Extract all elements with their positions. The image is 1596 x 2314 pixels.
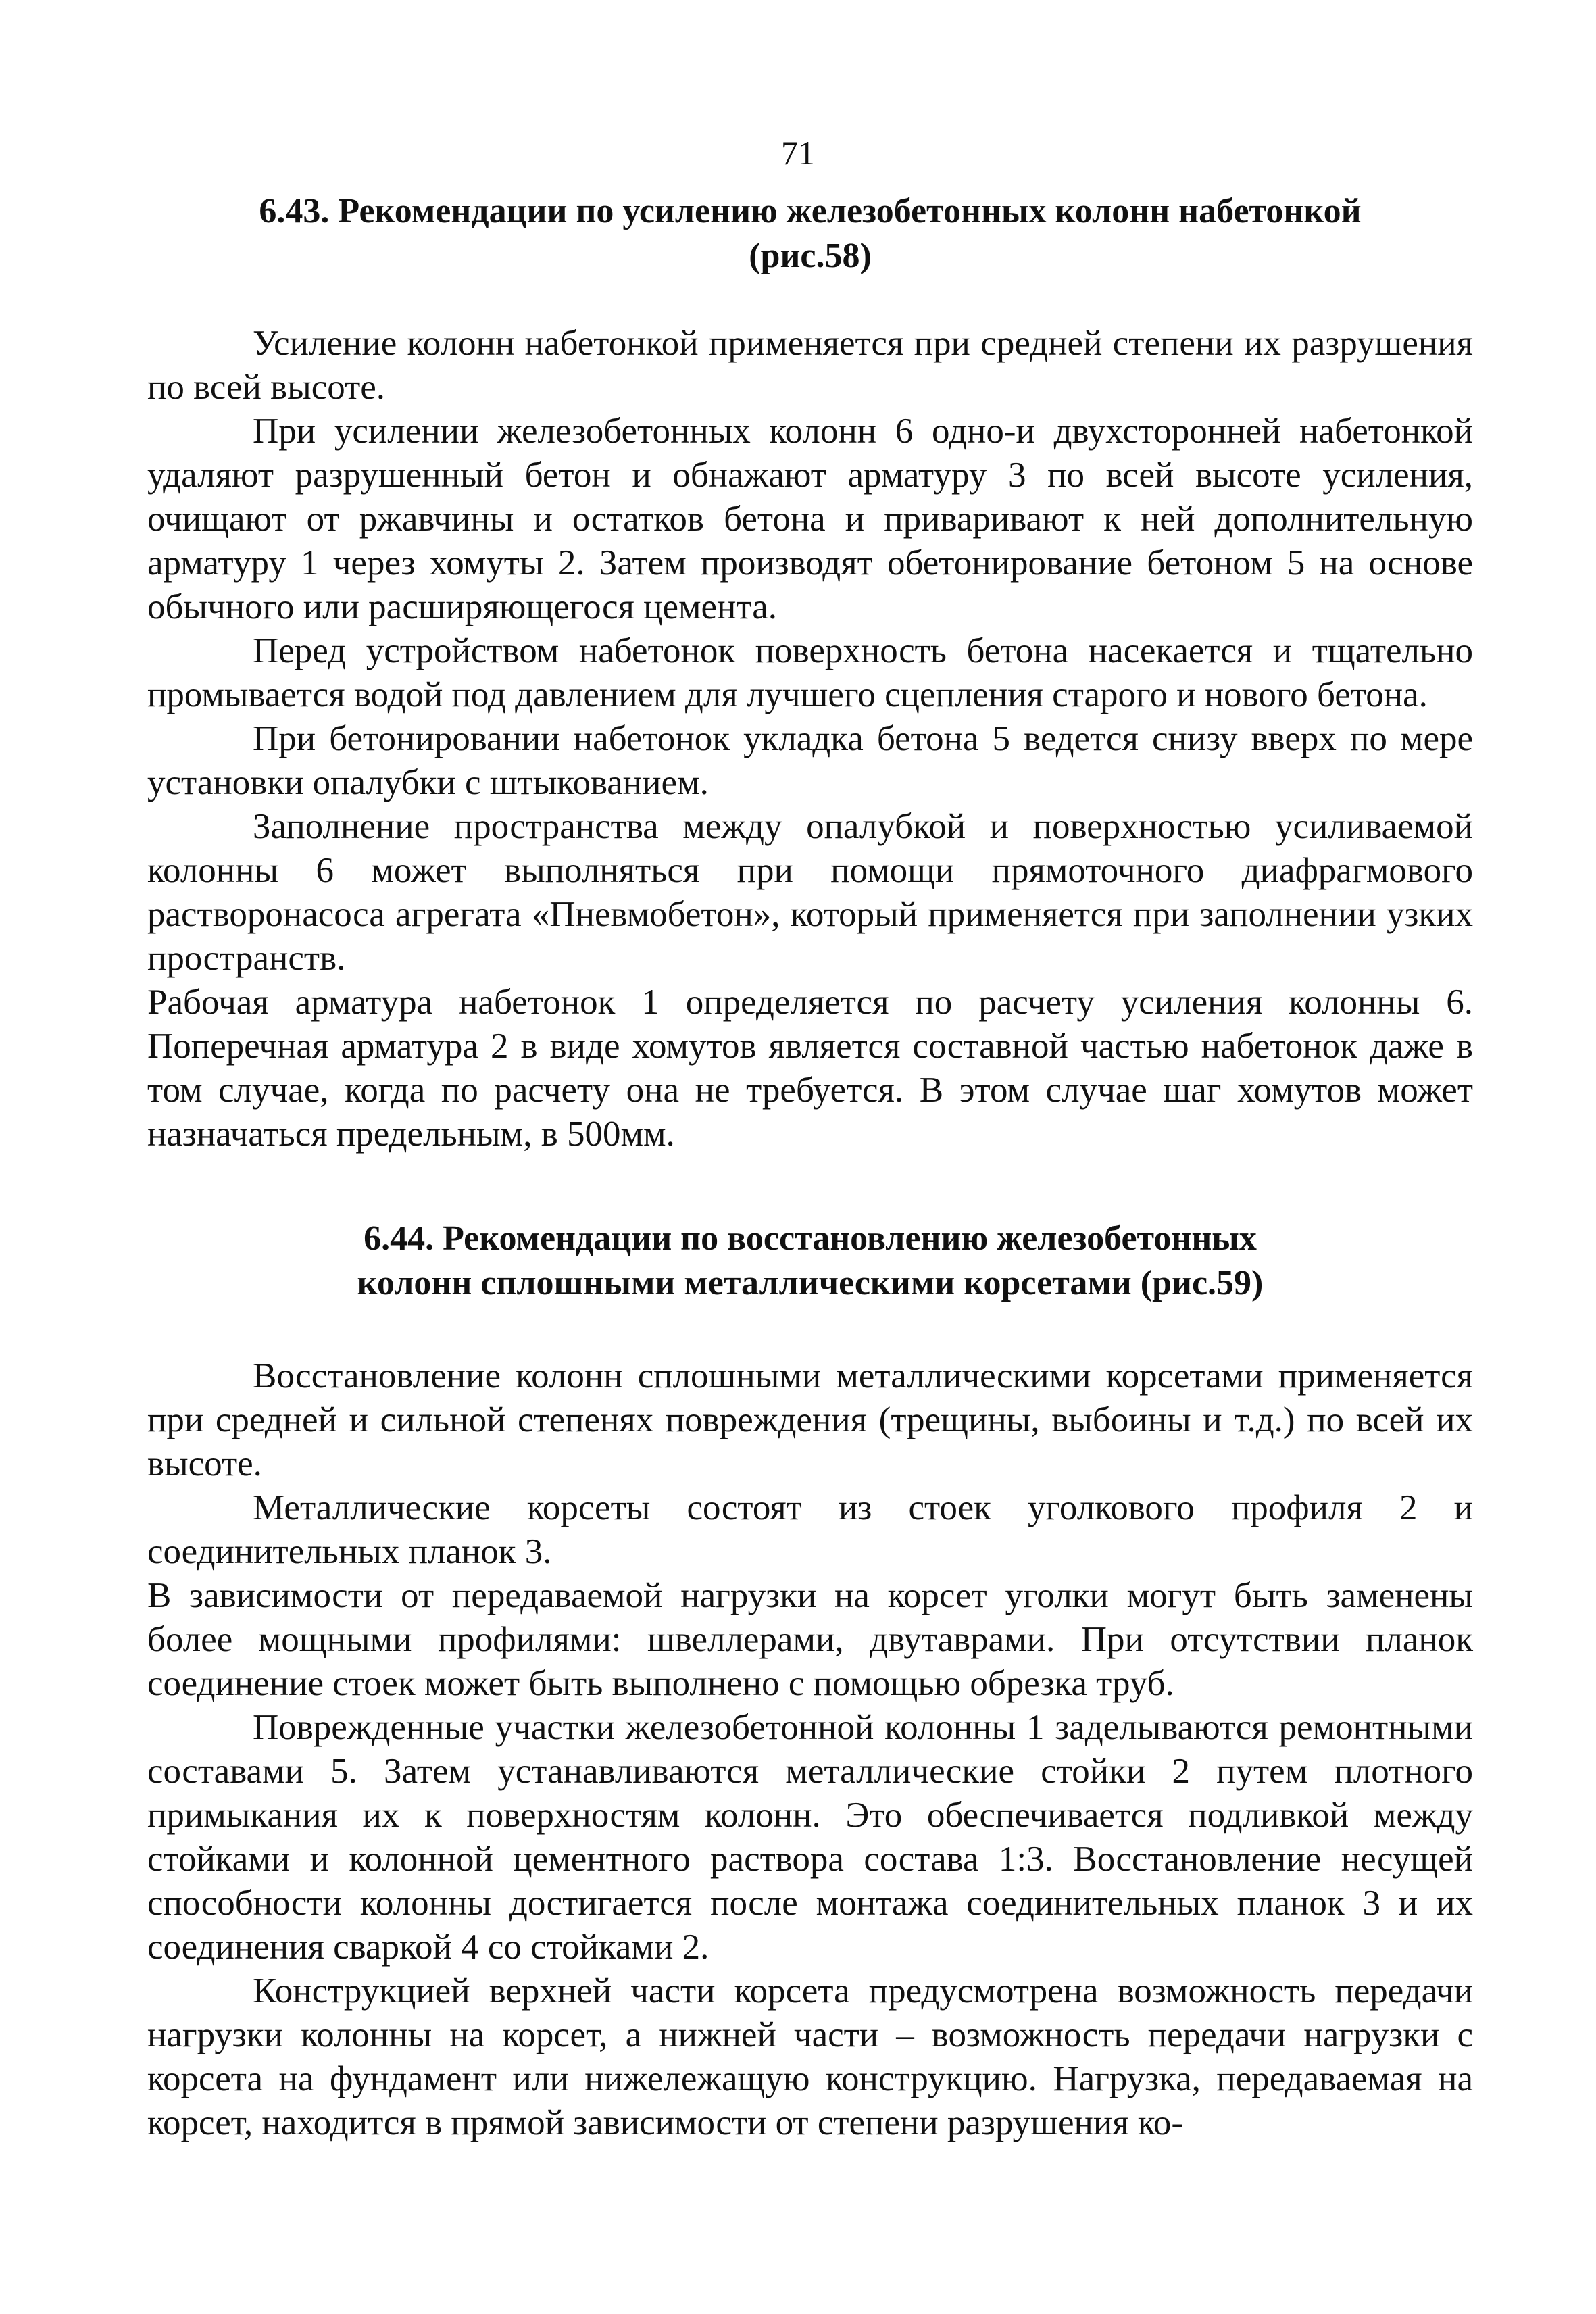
paragraph: Перед устройством набетонок поверхность бетона насекается и тщательно промывается водой под давлением для лучшего сцепления старого и нового бетона. [147, 631, 1473, 714]
spacer [147, 278, 1473, 322]
paragraph: Усиление колонн набетонкой применяется при средней степени их разрушения по всей высоте. [147, 324, 1473, 407]
spacer [147, 1306, 1473, 1354]
section-6-43 [147, 189, 1473, 1156]
section-heading-line-1: 6.44. Рекомендации по восстановлению железобетонных [364, 1219, 1257, 1258]
section-heading-line-2: (рис.58) [749, 237, 872, 275]
section-6-44 [147, 1216, 1473, 2145]
paragraph: Конструкцией верхней части корсета предусмотрена возможность передачи нагрузки колонны на корсет, а нижней части – возможность передачи нагрузки с корсета на фундамент или нижележащую конструкцию. Нагрузка, передаваемая на корсет, находится в прямой зависимости от степени разрушения ко- [147, 1971, 1473, 2142]
paragraph: При бетонировании набетонок укладка бетона 5 ведется снизу вверх по мере установки опалубки с штыкованием. [147, 719, 1473, 802]
section-heading [147, 189, 1473, 278]
page-number: 71 [781, 134, 815, 172]
paragraph: Восстановление колонн сплошными металлическими корсетами применяется при средней и сильной степенях повреждения (трещины, выбоины и т.д.) по всей их высоте. [147, 1356, 1473, 1483]
paragraph: Металлические корсеты состоят из стоек уголкового профиля 2 и соединительных планок 3. [147, 1488, 1473, 1571]
paragraph: В зависимости от передаваемой нагрузки на корсет уголки могут быть заменены более мощными профилями: швеллерами, двутаврами. При отсутствии планок соединение стоек может быть выполнено с помощью обрезка труб. [147, 1576, 1473, 1703]
paragraph: Рабочая арматура набетонок 1 определяется по расчету усиления колонны 6. Поперечная арматура 2 в виде хомутов является составной частью набетонок даже в том случае, когда по расчету она не требуется. В этом случае шаг хомутов может назначаться предельным, в 500мм. [147, 983, 1473, 1154]
paragraph: Поврежденные участки железобетонной колонны 1 заделываются ремонтными составами 5. Затем устанавливаются металлические стойки 2 путем плотного примыкания их к поверхностям колонн. Это обеспечивается подливкой между стойками и колонной цементного раствора состава 1:3. Восстановление несущей способности колонны достигается после монтажа соединительных планок 3 и их соединения сваркой 4 со стойками 2. [147, 1708, 1473, 1967]
section-heading-line-1: 6.43. Рекомендации по усилению железобетонных колонн набетонкой [259, 192, 1362, 230]
paragraph: Заполнение пространства между опалубкой и поверхностью усиливаемой колонны 6 может выполняться при помощи прямоточного диафрагмового растворонасоса агрегата «Пневмобетон», который применяется при заполнении узких пространств. [147, 807, 1473, 978]
section-heading [147, 1216, 1473, 1306]
paragraph: При усилении железобетонных колонн 6 одно-и двухсторонней набетонкой удаляют разрушенный бетон и обнажают арматуру 3 по всей высоте усиления, очищают от ржавчины и остатков бетона и приваривают к ней дополнительную арматуру 1 через хомуты 2. Затем производят обетонирование бетоном 5 на основе обычного или расширяющегося цемента. [147, 412, 1473, 626]
section-heading-line-2: колонн сплошными металлическими корсетами (рис.59) [357, 1264, 1264, 1302]
